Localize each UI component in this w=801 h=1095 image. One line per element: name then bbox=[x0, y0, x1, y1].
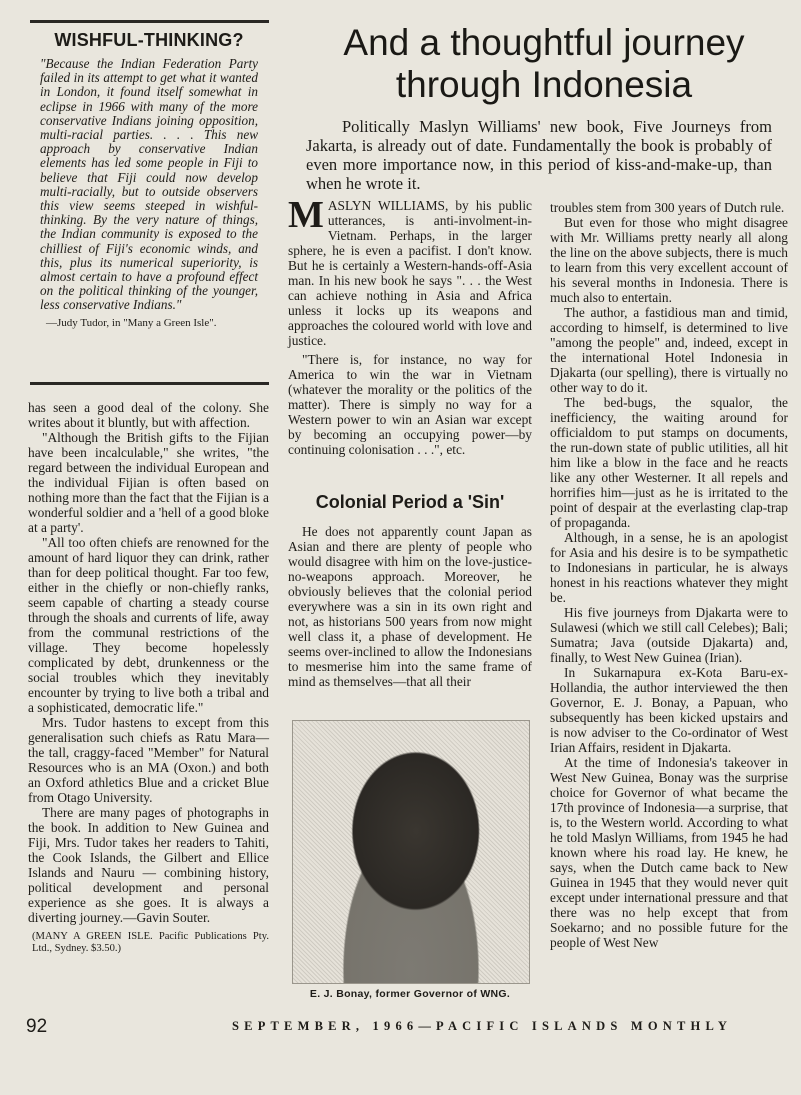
left-paragraph: "Although the British gifts to the Fijian have been incalculable," she writes, "the regard between the individual European and the individual Fijian is often based on nothing more than the fact that the Fijian is a wonderful soldier and a 'hell of a good bloke at a party'. bbox=[28, 430, 269, 535]
headline-line-2: through Indonesia bbox=[395, 64, 693, 105]
mid-paragraph: He does not apparently count Japan as Asian and there are plenty of people who would disagree with him on the love-justice-no-weapons approach. Moreover, he obviously believes that the colonial period everywhere was a sin in its own right and not, as historians 500 years from now might well class it, a phase of development. He seems over-inclined to allow the Indonesians to mesmerise him into the same frame of mind as themselves—that all their bbox=[288, 524, 532, 689]
right-paragraph: The author, a fastidious man and timid, according to himself, is determined to live "among the people" and, indeed, except in the international Hotel Indonesia in Djakarta (our spelling), there is virtually no other way to do it. bbox=[550, 305, 788, 395]
right-column bbox=[550, 200, 788, 950]
right-paragraph: The bed-bugs, the squalor, the inefficiency, the waiting around for officialdom to put stamps on documents, the run-down state of public utilities, all hit him like a blow in the face and he reacts like any other Westerner. It all repels and horrifies him—just as he is irritated to the point of despair at the everlasting clap-trap of propaganda. bbox=[550, 395, 788, 530]
sidebar-heading: WISHFUL-THINKING? bbox=[54, 30, 244, 50]
left-paragraph: "All too often chiefs are renowned for the amount of hard liquor they can drink, rather than for deep political thought. Far too few, either in the chiefly or non-chiefly ranks, seem capable of charting a steady course through the shoals and currents of life, away from the communal restrictions of the village. They become hopelessly complicated by debt, drunkenness or the social troubles which they inevitably encounter by trying to live both a tribal and a sophisticated, democratic life." bbox=[28, 535, 269, 715]
sidebar-bottom-rule bbox=[30, 382, 269, 385]
portrait-photo bbox=[292, 720, 530, 984]
left-column bbox=[28, 400, 269, 955]
photo-caption: E. J. Bonay, former Governor of WNG. bbox=[309, 988, 511, 1000]
right-paragraph: His five journeys from Djakarta were to Sulawesi (which we still call Celebes); Bali; Sumatra; Java (outside Djakarta) and, finally, to West New Guinea (Irian). bbox=[550, 605, 788, 665]
mid-paragraph: "There is, for instance, no way for America to win the war in Vietnam (whatever the morality or the politics of the matter). There is simply no way for a Western power to win an Asian war except by becoming an occupying power—by continuing colonisation . . .", etc. bbox=[288, 352, 532, 457]
sidebar-box bbox=[32, 30, 266, 329]
right-paragraph: In Sukarnapura ex-Kota Baru-ex-Hollandia, the author interviewed the then Governor, E. J. Bonay, a Papuan, who subsequently has been kicked upstairs and is now adviser to the Co-ordinator of West Irian Affairs, resident in Djakarta. bbox=[550, 665, 788, 755]
sidebar-attribution: —Judy Tudor, in "Many a Green Isle". bbox=[46, 316, 217, 329]
right-paragraph: At the time of Indonesia's takeover in West New Guinea, Bonay was the surprise choice for Governor of what became the 17th province of Indonesia—a surprise, that is, to the Western world. According to what he told Maslyn Williams, from 1945 he had known where his road lay. He knew, he says, when the Dutch came back to New Guinea in 1945 that they would never quit except under international pressure and that there was no help except that from Soekarno; and no possible future for the people of West New bbox=[550, 755, 788, 950]
middle-column bbox=[288, 194, 532, 457]
page-number: 92 bbox=[26, 1016, 48, 1037]
mid-paragraph: ASLYN WILLIAMS, by his public utterances, is anti-involment-in-Vietnam. Perhaps, in the larger sphere, he is even a pacifist. I don't know. But he is certainly a Western-hands-off-Asia man. In his new book he says ". . . the West can achieve nothing in Asia and Africa unless it locks up its weapons and approaches the coloured world with love and justice. bbox=[288, 198, 532, 348]
right-paragraph: Although, in a sense, he is an apologist for Asia and his desire is to be sympathetic to Indonesians in particular, he is always honest in his reactions whatever they might be. bbox=[550, 530, 788, 605]
article-standfirst: Politically Maslyn Williams' new book, Five Journeys from Jakarta, is already out of date. Fundamentally the book is probably of even more importance now, in this period of kiss-and-make-up, than when he wrote it. bbox=[306, 117, 772, 193]
drop-cap: M bbox=[288, 194, 324, 236]
left-paragraph: has seen a good deal of the colony. She writes about it bluntly, but with affection. bbox=[28, 400, 269, 430]
right-paragraph: But even for those who might disagree with Mr. Williams pretty nearly all along the line on the above subjects, there is much to learn from this very excellent account of his several months in Indonesia. There is much also to entertain. bbox=[550, 215, 788, 305]
right-paragraph: troubles stem from 300 years of Dutch rule. bbox=[550, 200, 785, 215]
headline-line-1: And a thoughtful journey bbox=[343, 22, 745, 63]
sidebar-top-rule bbox=[30, 20, 269, 23]
middle-column-lower bbox=[288, 524, 532, 689]
left-paragraph: There are many pages of photographs in the book. In addition to New Guinea and Fiji, Mrs. Tudor takes her readers to Tahiti, the Cook Islands, the Gilbert and Ellice Islands and Nauru — combining history, political development and personal experience as she goes. It is always a diverting journey.—Gavin Souter. bbox=[28, 805, 269, 925]
subheading: Colonial Period a 'Sin' bbox=[315, 492, 505, 512]
sidebar-quote: "Because the Indian Federation Party failed in its attempt to get what it wanted in London, it found itself somewhat in eclipse in 1966 with many of the more conservative Indians joining opposition, multi-racial parties. . . . This new approach by conservative Indian elements has led some people in Fiji to believe that Fiji could now develop multi-racially, but to outside observers this view seems steeped in wishful-thinking. By the very nature of things, the Indian community is exposed to the chilliest of Fiji's economic winds, and this, plus its numerical superiority, is almost certain to have a profound effect on the political thinking of the younger, less conservative Indians." bbox=[40, 56, 258, 313]
running-title: SEPTEMBER, 1966—PACIFIC ISLANDS MONTHLY bbox=[232, 1019, 733, 1033]
article-headline bbox=[300, 22, 788, 106]
left-paragraph: Mrs. Tudor hastens to except from this generalisation such chiefs as Ratu Mara—the tall, craggy-faced "Member" for Natural Resources who is an MA (Oxon.) and both an Oxford athletics Blue and a cricket Blue from Otago University. bbox=[28, 715, 269, 805]
book-credit: (MANY A GREEN ISLE. Pacific Publications Pty. Ltd., Sydney. $3.50.) bbox=[32, 931, 269, 954]
